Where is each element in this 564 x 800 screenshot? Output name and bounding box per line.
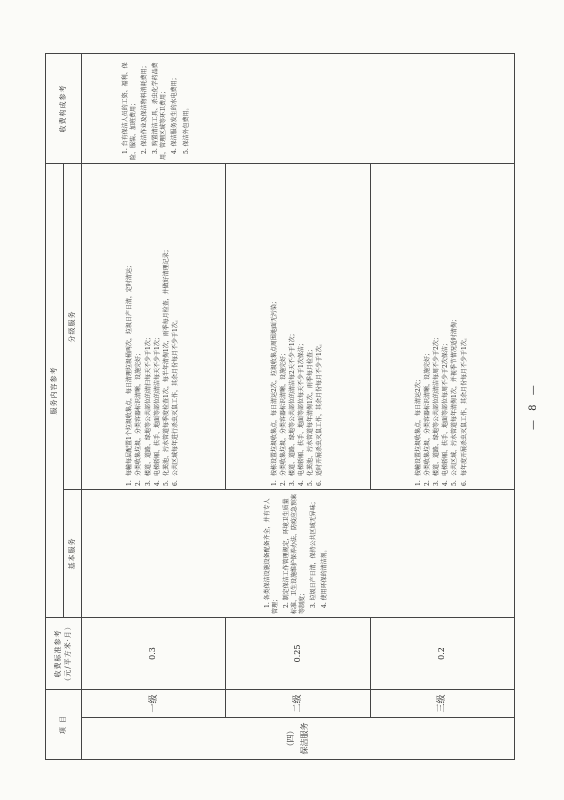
basic-services-list: [264, 493, 330, 614]
service-fee-table: [45, 53, 515, 760]
basic-service-item: 2. 制定保洁工作管理规定，环境卫生质量标准、卫生设施维护保养办法、防疫应急预案等制度；: [282, 493, 307, 614]
graded-services-1: [82, 163, 226, 489]
grade-label-2-text: 二级: [292, 694, 303, 713]
graded-service-item: 1.按栋设置垃圾收集点，每日清运2次，垃圾收集点周围地面无污染；: [270, 298, 278, 486]
grade-price-2: 0.25: [226, 617, 370, 689]
graded-service-item: 4.电梯轿厢、扶手、地面等部位每周不少于2次保洁；: [442, 340, 450, 486]
graded-service-item: 5.公共区域、污水管道每年清掏1次，并视季节情况适时清掏；: [451, 316, 459, 486]
basic-service-item: 4. 使用环保的清洁剂。: [321, 546, 329, 608]
graded-service-item: 6.每年度开展杀虫灭鼠工作，其余月份每月不少于1次。: [460, 334, 468, 486]
graded-service-item: 2.分类收集垃圾，分类容器标识清晰，设施完好；: [279, 349, 287, 486]
basic-services-cell: [82, 489, 515, 617]
header-price: [46, 617, 82, 689]
graded-services-list-3: [415, 167, 469, 486]
graded-service-item: 6.适时开展杀虫灭鼠工作，其余月份每月不少于1次。: [316, 340, 324, 486]
graded-service-item: 4.电梯轿厢、扶手、地面等部位每天不少于1次保洁；: [297, 340, 305, 486]
header-price-line1: 收费标准参考: [54, 629, 63, 678]
graded-service-item: 2.分类收集垃圾，分类容器标识清晰，设施完好；: [135, 349, 143, 486]
category-cell: [82, 718, 515, 760]
graded-service-item: 3.楼道、道路、绿地等公共部位的清扫每天不少于1次；: [144, 334, 152, 486]
graded-services-list-1: [126, 167, 180, 486]
category-name: 保洁服务: [300, 722, 309, 755]
graded-services-list-2: [271, 167, 325, 486]
header-service-content: 服务内容参考: [46, 163, 64, 617]
graded-services-2: [226, 163, 370, 489]
graded-service-item: 5.化粪池、污水管道每季度检查1次，每半年清掏1次，雨季每月检查，并做好清理记录；: [162, 246, 170, 486]
header-row-top: [46, 53, 64, 759]
fee-item: 5. 保洁外包费用。: [182, 104, 190, 154]
page-number: — 8 —: [528, 382, 539, 430]
grade-price-1: 0.3: [82, 617, 226, 689]
graded-service-item: 4.电梯轿厢、扶手、地面等部位的清洁每天不少于1次；: [153, 334, 161, 486]
graded-service-item: 3.楼道、道路、绿地等公共部位的清洁每2天不少于1次；: [288, 330, 296, 486]
header-price-line2: （元/平方米·月）: [63, 622, 72, 685]
grade-label-3-text: 三级: [437, 694, 448, 713]
basic-service-item: 1. 各类保洁设施设备配备齐全，并有专人管理；: [263, 498, 279, 614]
fee-item: 4. 保洁服务发生的水电费用；: [171, 74, 179, 154]
grade-price-3: 0.2: [370, 617, 514, 689]
grade-label-1: [82, 689, 226, 717]
graded-service-item: 1.每幢每层配置1个垃圾收集点，每日清理垃圾桶两次，垃圾日产日清，定时清运；: [126, 262, 134, 486]
header-item: 项 目: [46, 689, 82, 759]
fee-item: 3. 购置清洁工具、杀虫化学药品费用，管理区域等环卫费用；: [152, 62, 168, 160]
fee-item: 2. 保洁作业及保洁物料消耗费用；: [141, 62, 149, 154]
graded-service-item: 3.楼道、道路、绿地等公共部位的清洁每周不少于2次；: [433, 334, 441, 486]
header-graded-service: 分级服务: [64, 163, 82, 489]
graded-service-item: 6.公共区域每年进行杀虫灭鼠工作，其余月份每月不少于1次。: [171, 316, 179, 486]
header-basic-service: 基本服务: [64, 489, 82, 617]
fee-item: 1. 台有保洁人员的工资、福利、保险、服装、加班费用；: [122, 62, 138, 160]
header-fee-composition: 收费构成参考: [46, 53, 82, 163]
graded-services-3: [370, 163, 514, 489]
grade-label-3: [370, 689, 514, 717]
grade-label-2: [226, 689, 370, 717]
graded-service-item: 2.分类收集垃圾，分类容器标识清晰，设施完好；: [424, 349, 432, 486]
fee-composition-cell: [82, 53, 515, 163]
fee-composition-list: [122, 57, 191, 160]
grade-label-1-text: 一级: [148, 694, 159, 713]
grade-row-1: [82, 53, 226, 759]
basic-service-item: 3. 垃圾日产日清，保持公共区域无异味；: [310, 498, 318, 608]
graded-service-item: 1.按幢设置垃圾收集点，每日清运2次；: [415, 376, 423, 486]
category-number: （四）: [285, 726, 295, 751]
graded-service-item: 5.化粪池、污水管道每年清掏1次，雨季每月检查；: [307, 346, 315, 486]
